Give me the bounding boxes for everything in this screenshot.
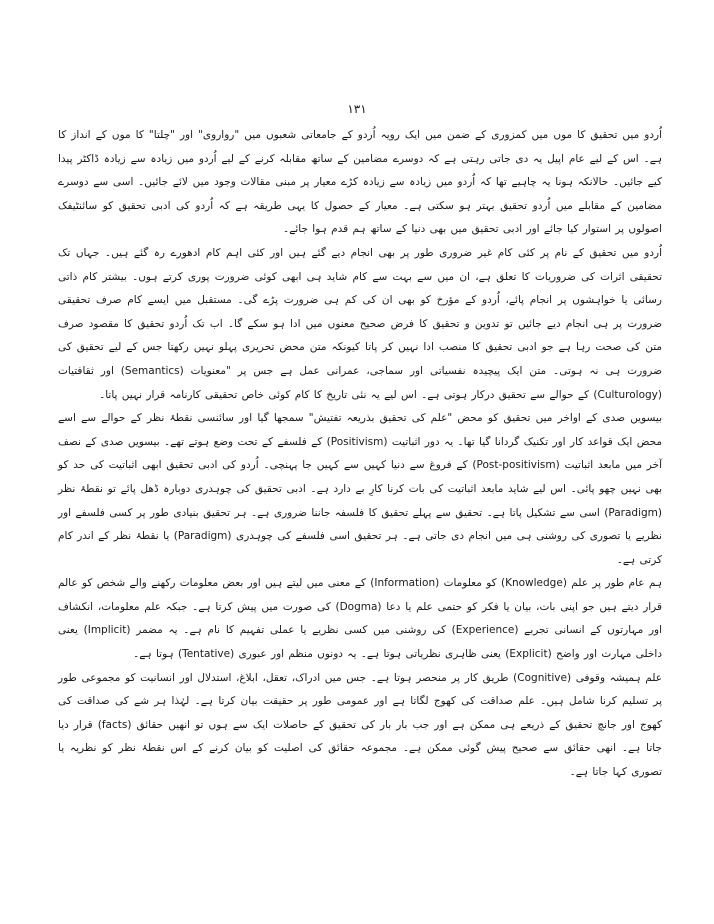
paragraph: بیسویں صدی کے اواخر میں تحقیق کو محض "علم کی تحقیق بذریعہ تفتیش" سمجھا گیا اور سائنسی نقطۂ نظر کے حوالے سے اسے محض ایک قواعد کار اور تکنیک گردانا گیا تھا۔ یہ دور اثباتیت (Positivism) کے فلسفے کے تحت وضع ہوتے تھے۔ بیسویں صدی کے نصف آخر میں مابعد اثباتیت (Post-positivism) کے فروغ سے دنیا کہیں سے کہیں جا پہنچی۔ اُردو کی ادبی تحقیق ابھی اثباتیت کی حد کو بھی نہیں چھو پائی۔ اس لیے شاید مابعد اثباتیت کی بات کرنا کارِ بے دارد ہے۔ ادبی تحقیق کی چوہدری دوبارہ ڈھل پائے تو نقطۂ نظر (Paradigm) اسی سے تشکیل پاتا ہے۔ تحقیق سے پہلے تحقیق کا فلسفہ جاننا ضروری ہے۔ ہر تحقیق بنیادی طور پر کسی فلسفے اور نظریے یا تصوری کی روشنی ہی میں انجام دی جاتی ہے۔ ہر تحقیق اسی فلسفے کی چوہدری (Paradigm) یا نقطۂ نظر کے اندر کام کرتی ہے۔ [58, 412, 663, 566]
paragraph: اُردو میں تحقیق کے نام پر کئی کام غیر ضروری طور پر بھی انجام دیے گئے ہیں اور کئی اہم کام ادھورے رہ گئے ہیں۔ جہاں تک تحقیقی اثرات کی ضروریات کا تعلق ہے، ان میں سے بہت سے کام شاید ہی ابھی کوئی ضرورت پوری کرتے ہوں۔ بیشتر کام ذاتی رسائی یا خواہشوں پر انجام پائے، اُردو کے مؤرخ کو بھی ان کی کم ہی ضرورت پڑے گی۔ مستقبل میں ایسے کام صرف تحقیقی ضرورت پر ہی انجام دیے جائیں تو تدوین و تحقیق کا فرض صحیح معنوں میں ادا ہو سکے گا۔ اب تک اُردو تحقیق کا مقصود صرف متن کی صحت رہا ہے جو ادبی تحقیق کا منصب ادا نہیں کر پاتا کیونکہ متن محض تحریری پہلو نہیں رکھتا جس کے لیے تحقیق کی ضرورت ہی نہ ہوتی۔ متن ایک پیچیدہ نفسیاتی اور سماجی، عمرانی عمل ہے جس پر "معنویات (Semantics) اور ثقافتیات (Culturology) کے حوالے سے تحقیق درکار ہوتی ہے۔ اس لیے یہ نئی تاریخ کا کام کوئی خاص تحقیقی کارنامہ قرار نہیں پاتا۔ [58, 246, 662, 401]
paragraph: اُردو میں تحقیق کا موں میں کمزوری کے ضمن میں ایک رویہ اُردو کے جامعاتی شعبوں میں "رواروی" اور "چلتا" کا موں کے انداز کا ہے۔ اس کے لیے عام اپیل یہ دی جاتی رہتی ہے کہ دوسرے مضامین کے ساتھ مقابلہ کرنے کے لیے اُردو میں زیادہ سے زیادہ ڈاکٹر پیدا کیے جائیں۔ حالانکہ ہونا یہ چاہیے تھا کہ اُردو میں زیادہ سے زیادہ کڑے معیار پر مبنی مقالات وجود میں لائے جائیں۔ اسی سے دوسرے مضامین کے مقابلے میں اُردو تحقیق بہتر ہو سکتی ہے۔ معیار کے حصول کا یہی طریقہ ہے کہ اُردو کی ادبی تحقیق کو سائنٹیفک اصولوں پر استوار کیا جائے اور ادبی تحقیق میں بھی دنیا کے ساتھ ہم قدم ہوا جائے۔ [58, 129, 662, 236]
body-text [58, 124, 662, 785]
paragraph: ہم عام طور پر علم (Knowledge) کو معلومات (Information) کے معنی میں لیتے ہیں اور بعض معلومات رکھنے والے شخص کو عالم قرار دیتے ہیں جو اپنی بات، بیان یا فکر کو حتمی علم یا دعا (Dogma) کی صورت میں پیش کرتا ہے۔ جبکہ علم معلومات، انکشاف اور مہارتوں کے انسانی تجربے (Experience) کی روشنی میں کسی نظریے یا عملی تفہیم کا نام ہے۔ یہ مضمر (Implicit) یعنی داخلی مہارت اور واضح (Explicit) یعنی ظاہری نظریاتی ہوتا ہے۔ یہ دونوں منظم اور عبوری (Tentative) ہوتا ہے۔ [58, 577, 663, 661]
page-number: ۱۳۱ [347, 102, 367, 116]
paragraph: علم ہمیشہ وقوفی (Cognitive) طریق کار پر منحصر ہوتا ہے۔ جس میں ادراک، تعقل، ابلاغ، استدلال اور انسانیت کو مجموعی طور پر تسلیم کرنا شامل ہیں۔ علم صداقت کی کھوج لگاتا ہے اور عمومی طور پر حقیقت بیان کرتا ہے۔ لہٰذا ہر شے کی صداقت کی کھوج اور جانچ تحقیق کے ذریعے ہی ممکن ہے اور جب بار بار کی تحقیق کے حاصلات ایک سے ہوں تو انھیں حقائق (facts) قرار دیا جاتا ہے۔ انھی حقائق سے صحیح پیش گوئی ممکن ہے۔ مجموعہ حقائق کی اصلیت کو بیان کرنے کے اس نقطۂ نظر کو نظریہ یا تصوری کہا جاتا ہے۔ [58, 671, 663, 779]
